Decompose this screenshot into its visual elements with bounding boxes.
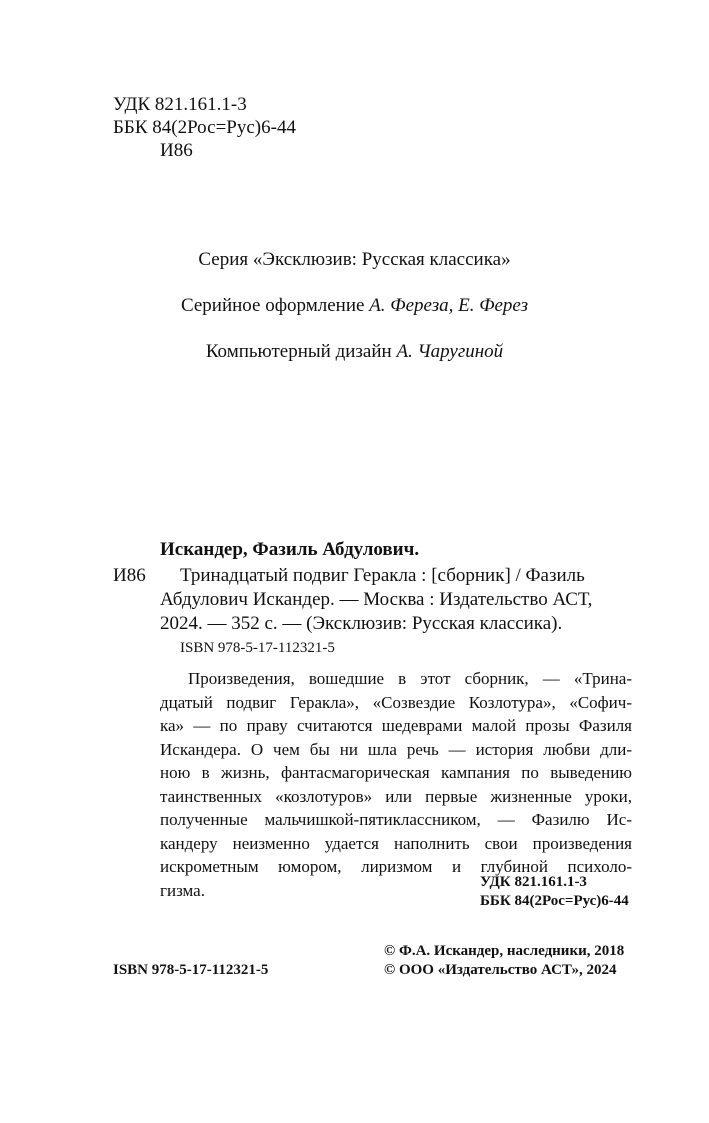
annotation-line: Искандера. О чем бы ни шла речь — история любви дли- [160,739,632,759]
annotation-line: искрометным юмором, лиризмом и глубиной психоло- [160,857,632,876]
catalog-description-line: 2024. — 352 с. — (Эксклюзив: Русская классика). [160,613,563,634]
annotation-line: гизма. [160,880,205,900]
catalog-description-line: Тринадцатый подвиг Геракла : [сборник] / Фазиль [180,565,585,586]
catalog-author: Искандер, Фазиль Абдулович. [160,539,420,560]
catalog-mark: И86 [113,565,146,586]
annotation-line: ною в жизнь, фантасмагорическая кампания по выведению [160,763,632,782]
series-design-names: А. Фереза, Е. Ферез [369,295,529,316]
series-name: Серия «Эксклюзив: Русская классика» [198,249,511,270]
annotation-line: полученные мальчишкой-пятиклассником, — Фазилю Ис- [160,810,632,829]
annotation-line: таинственных «козлотуров» или первые жизненные уроки, [160,786,632,806]
bbk-code: ББК 84(2Рос=Рус)6-44 [113,117,296,138]
copyright-author: © Ф.А. Искандер, наследники, 2018 [384,943,625,959]
computer-design-credit [0,341,709,363]
annotation [160,667,632,902]
udk-code-bold: УДК 821.161.1-3 [480,874,587,890]
series-design-credit [0,295,709,317]
computer-design-label: Компьютерный дизайн [205,341,397,362]
annotation-line: кандеру неизменно удается наполнить свои произведения [160,833,632,853]
catalog-description-line: Абдулович Искандер. — Москва : Издательство АСТ, [160,589,593,610]
footer-isbn: ISBN 978-5-17-112321-5 [113,962,269,978]
computer-design-name: А. Чаругиной [396,341,504,362]
copyright-publisher: © ООО «Издательство АСТ», 2024 [384,962,617,978]
annotation-line: дцатый подвиг Геракла», «Созвездие Козлотура», «Софич- [160,692,632,712]
annotation-line: ка» — по праву считаются шедеврами малой прозы Фазиля [160,716,632,735]
series-design-label: Серийное оформление [180,295,370,316]
author-mark: И86 [160,140,193,161]
udk-code: УДК 821.161.1-3 [113,94,247,115]
annotation-line: Произведения, вошедшие в этот сборник, — «Трина- [188,669,632,688]
catalog-isbn: ISBN 978-5-17-112321-5 [180,640,335,656]
bbk-code-bold: ББК 84(2Рос=Рус)6-44 [480,893,629,909]
